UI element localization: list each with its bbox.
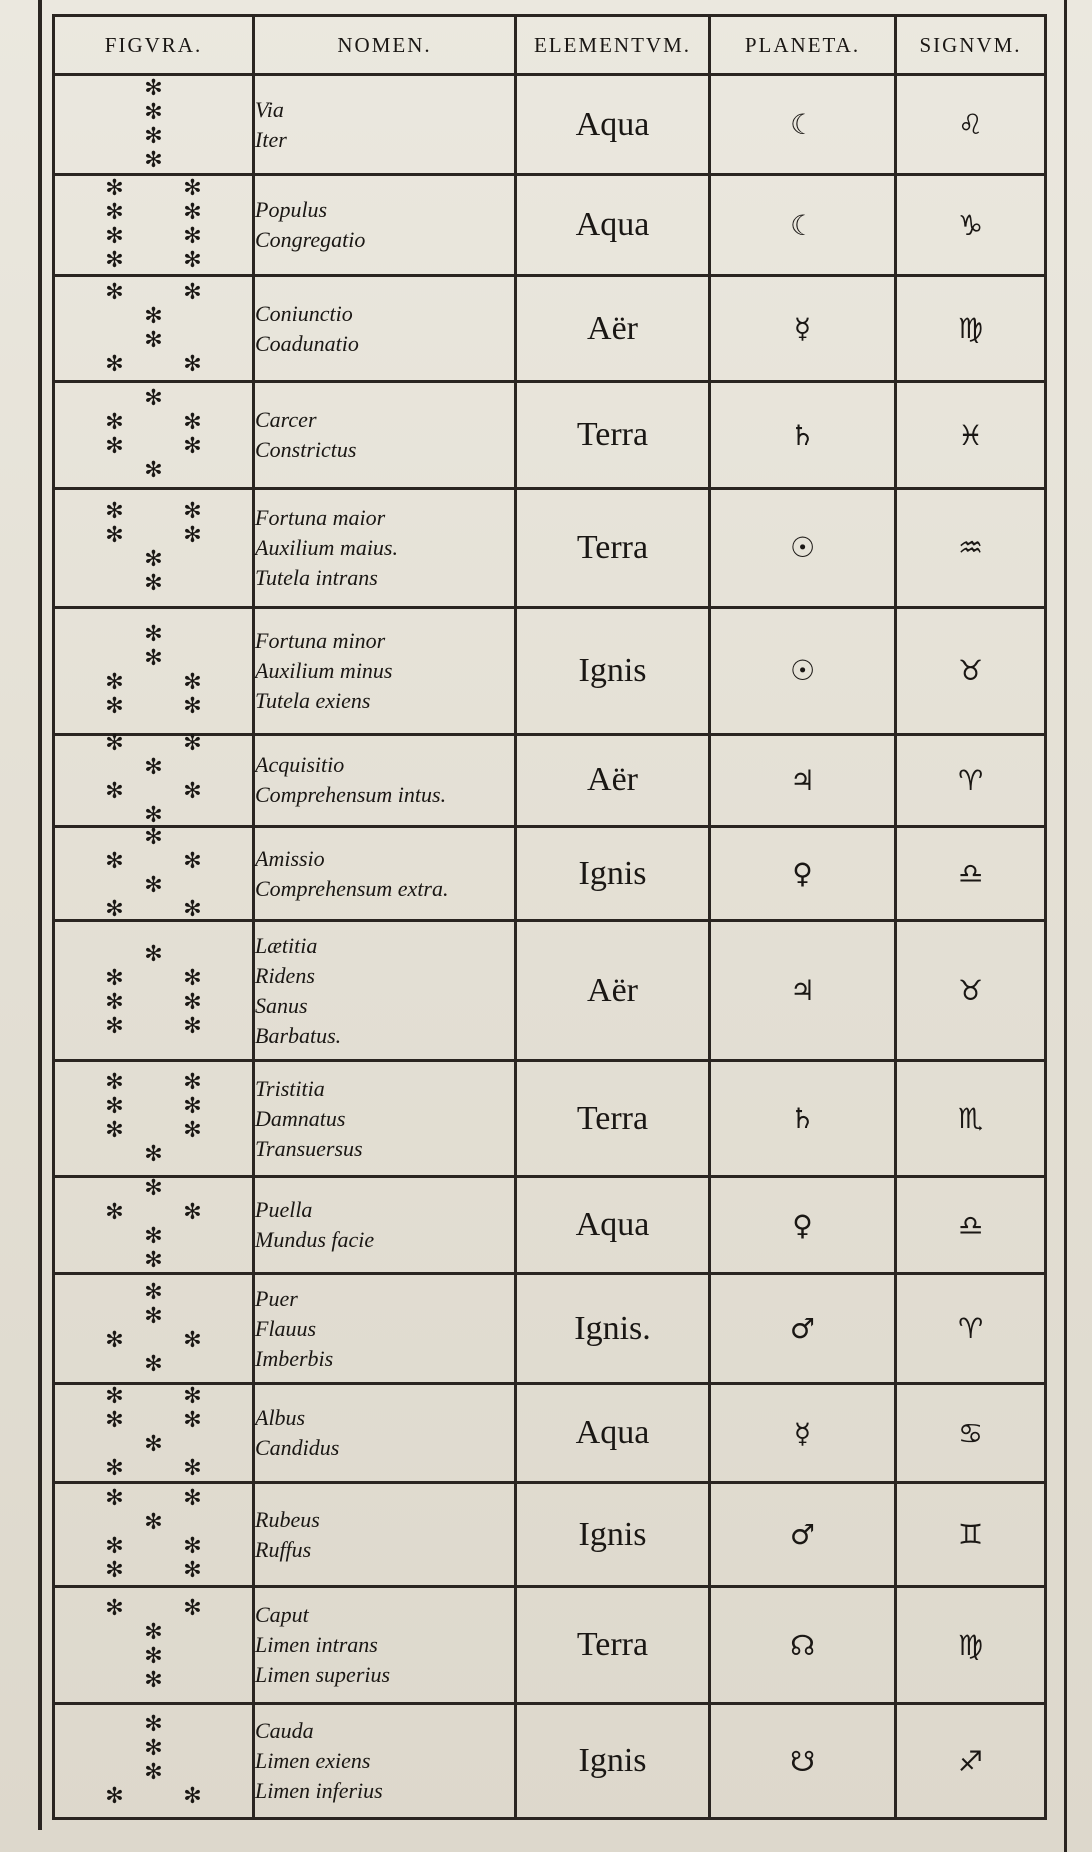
header-nomen: NOMEN. <box>254 16 516 75</box>
elementum-cell: Aër <box>516 921 710 1060</box>
planet-symbol-icon: ♀ <box>710 827 896 921</box>
star-icon: ✻ <box>144 872 163 898</box>
elementum-cell: Aqua <box>516 75 710 175</box>
figure-cell <box>54 175 254 275</box>
left-border-rule <box>38 0 42 1830</box>
zodiac-sign-icon: ♍ <box>896 1587 1046 1704</box>
geomantic-figure <box>99 1176 209 1274</box>
star-icon: ✻ <box>144 824 163 850</box>
zodiac-sign-icon: ♉ <box>896 607 1046 734</box>
star-icon: ✻ <box>183 1456 202 1482</box>
star-icon: ✻ <box>144 1736 163 1762</box>
star-icon: ✻ <box>144 123 163 149</box>
star-icon: ✻ <box>183 989 202 1015</box>
star-icon: ✻ <box>144 803 163 829</box>
star-icon: ✻ <box>144 941 163 967</box>
star-icon: ✻ <box>183 1408 202 1434</box>
nomen-cell <box>254 1177 516 1273</box>
nomen-line: Cauda <box>255 1718 314 1744</box>
nomen-line: Rubeus <box>255 1506 320 1532</box>
star-icon: ✻ <box>105 1327 124 1353</box>
star-icon: ✻ <box>144 645 163 671</box>
nomen-line: Coadunatio <box>255 330 359 356</box>
geomantic-figure <box>99 498 209 596</box>
star-icon: ✻ <box>144 1224 163 1250</box>
elementum-cell: Ignis. <box>516 1273 710 1384</box>
figure-cell <box>54 1384 254 1482</box>
star-icon: ✻ <box>105 522 124 548</box>
star-icon: ✻ <box>105 279 124 305</box>
table-row <box>54 827 1046 921</box>
elementum-cell: Aqua <box>516 1384 710 1482</box>
star-icon: ✻ <box>183 1093 202 1119</box>
nomen-line: Ridens <box>255 962 315 988</box>
nomen-cell <box>254 382 516 489</box>
planet-symbol-icon: ♃ <box>710 734 896 826</box>
star-icon: ✻ <box>144 1509 163 1535</box>
nomen-cell <box>254 488 516 607</box>
zodiac-sign-icon: ♒ <box>896 488 1046 607</box>
star-icon: ✻ <box>183 896 202 922</box>
star-icon: ✻ <box>105 1485 124 1511</box>
elementum-cell: Aër <box>516 275 710 382</box>
star-icon: ✻ <box>183 1013 202 1039</box>
zodiac-sign-icon: ♈ <box>896 1273 1046 1384</box>
elementum-cell: Terra <box>516 382 710 489</box>
nomen-cell <box>254 275 516 382</box>
nomen-line: Tristitia <box>255 1075 325 1101</box>
zodiac-sign-icon: ♐ <box>896 1704 1046 1819</box>
figure-cell <box>54 731 254 829</box>
geomantic-figure <box>99 621 209 719</box>
nomen-line: Candidus <box>255 1435 340 1461</box>
star-icon: ✻ <box>144 570 163 596</box>
geomantic-figure <box>99 731 209 829</box>
star-icon: ✻ <box>183 779 202 805</box>
nomen-line: Limen intrans <box>255 1632 378 1658</box>
star-icon: ✻ <box>183 410 202 436</box>
nomen-line: Puella <box>255 1197 313 1223</box>
figure-cell <box>54 921 254 1060</box>
star-icon: ✻ <box>144 75 163 101</box>
star-icon: ✻ <box>183 279 202 305</box>
star-icon: ✻ <box>105 669 124 695</box>
table-row <box>54 382 1046 489</box>
table-row <box>54 488 1046 607</box>
star-icon: ✻ <box>105 1200 124 1226</box>
star-icon: ✻ <box>144 546 163 572</box>
figure-cell <box>54 607 254 734</box>
star-icon: ✻ <box>105 434 124 460</box>
star-icon: ✻ <box>105 989 124 1015</box>
star-icon: ✻ <box>105 248 124 274</box>
star-icon: ✻ <box>105 1784 124 1810</box>
zodiac-sign-icon: ♊ <box>896 1482 1046 1587</box>
zodiac-sign-icon: ♉ <box>896 921 1046 1060</box>
star-icon: ✻ <box>105 1533 124 1559</box>
nomen-line: Transuersus <box>255 1135 363 1161</box>
star-icon: ✻ <box>183 1117 202 1143</box>
zodiac-sign-icon: ♋ <box>896 1384 1046 1482</box>
table-row <box>54 275 1046 382</box>
geomantic-figure <box>99 1069 209 1167</box>
planet-symbol-icon: ☾ <box>710 175 896 275</box>
elementum-cell: Aqua <box>516 1177 710 1273</box>
nomen-line: Via <box>255 96 284 122</box>
geomantic-figure <box>99 386 209 484</box>
nomen-line: Coniunctio <box>255 300 353 326</box>
star-icon: ✻ <box>105 200 124 226</box>
elementum-cell: Terra <box>516 1587 710 1704</box>
figure-cell <box>54 275 254 382</box>
planet-symbol-icon: ♀ <box>710 1177 896 1273</box>
nomen-cell <box>254 1273 516 1384</box>
star-icon: ✻ <box>144 621 163 647</box>
nomen-line: Lætitia <box>255 932 318 958</box>
table-row <box>54 1482 1046 1587</box>
star-icon: ✻ <box>183 669 202 695</box>
nomen-cell <box>254 607 516 734</box>
elementum-cell: Terra <box>516 1060 710 1177</box>
geomantic-figure <box>99 1279 209 1377</box>
nomen-cell <box>254 1704 516 1819</box>
table-row <box>54 75 1046 175</box>
nomen-line: Comprehensum intus. <box>255 782 447 808</box>
nomen-line: Imberbis <box>255 1345 334 1371</box>
geomantic-figure <box>99 1485 209 1583</box>
star-icon: ✻ <box>144 1176 163 1202</box>
star-icon: ✻ <box>183 965 202 991</box>
star-icon: ✻ <box>183 498 202 524</box>
geomantic-figures-table <box>52 14 1047 1820</box>
geomantic-figure <box>99 75 209 173</box>
star-icon: ✻ <box>144 1668 163 1694</box>
table-row <box>54 734 1046 826</box>
star-icon: ✻ <box>105 1384 124 1410</box>
star-icon: ✻ <box>144 327 163 353</box>
zodiac-sign-icon: ♈ <box>896 734 1046 826</box>
star-icon: ✻ <box>183 1596 202 1622</box>
star-icon: ✻ <box>183 1557 202 1583</box>
nomen-line: Tutela intrans <box>255 564 378 590</box>
planet-symbol-icon: ☉ <box>710 488 896 607</box>
figure-cell <box>54 382 254 489</box>
nomen-line: Amissio <box>255 845 325 871</box>
star-icon: ✻ <box>144 458 163 484</box>
nomen-line: Fortuna maior <box>255 504 386 530</box>
star-icon: ✻ <box>105 176 124 202</box>
nomen-line: Acquisitio <box>255 752 345 778</box>
star-icon: ✻ <box>144 1248 163 1274</box>
star-icon: ✻ <box>183 248 202 274</box>
star-icon: ✻ <box>105 1557 124 1583</box>
star-icon: ✻ <box>183 200 202 226</box>
table-row <box>54 921 1046 1060</box>
nomen-line: Limen exiens <box>255 1748 371 1774</box>
star-icon: ✻ <box>105 1013 124 1039</box>
header-row <box>54 16 1046 75</box>
star-icon: ✻ <box>105 1117 124 1143</box>
nomen-cell <box>254 1587 516 1704</box>
star-icon: ✻ <box>144 1141 163 1167</box>
nomen-line: Limen inferius <box>255 1778 383 1804</box>
nomen-line: Carcer <box>255 407 317 433</box>
table-row <box>54 1384 1046 1482</box>
table-row <box>54 1587 1046 1704</box>
elementum-cell: Ignis <box>516 827 710 921</box>
zodiac-sign-icon: ♌ <box>896 75 1046 175</box>
planet-symbol-icon: ♂ <box>710 1273 896 1384</box>
star-icon: ✻ <box>105 731 124 757</box>
zodiac-sign-icon: ♎ <box>896 1177 1046 1273</box>
elementum-cell: Ignis <box>516 1482 710 1587</box>
planet-symbol-icon: ♃ <box>710 921 896 1060</box>
nomen-line: Limen superius <box>255 1662 391 1688</box>
nomen-line: Comprehensum extra. <box>255 875 449 901</box>
geomantic-figure <box>99 824 209 922</box>
table-row <box>54 1273 1046 1384</box>
table-row <box>54 1060 1046 1177</box>
geomantic-figure <box>99 1596 209 1694</box>
star-icon: ✻ <box>144 99 163 125</box>
star-icon: ✻ <box>105 1069 124 1095</box>
figure-cell <box>54 1482 254 1587</box>
figure-cell <box>54 1177 254 1273</box>
nomen-line: Mundus facie <box>255 1227 375 1253</box>
nomen-cell <box>254 1060 516 1177</box>
geomantic-figure <box>99 1384 209 1482</box>
elementum-cell: Ignis <box>516 607 710 734</box>
star-icon: ✻ <box>144 147 163 173</box>
table-row <box>54 175 1046 275</box>
star-icon: ✻ <box>105 965 124 991</box>
elementum-cell: Ignis <box>516 1704 710 1819</box>
star-icon: ✻ <box>105 410 124 436</box>
zodiac-sign-icon: ♑ <box>896 175 1046 275</box>
star-icon: ✻ <box>105 896 124 922</box>
geomantic-figure <box>99 279 209 377</box>
star-icon: ✻ <box>144 1644 163 1670</box>
zodiac-sign-icon: ♏ <box>896 1060 1046 1177</box>
star-icon: ✻ <box>144 1279 163 1305</box>
star-icon: ✻ <box>183 224 202 250</box>
star-icon: ✻ <box>144 1760 163 1786</box>
nomen-line: Barbatus. <box>255 1022 342 1048</box>
nomen-cell <box>254 734 516 826</box>
nomen-line: Auxilium maius. <box>255 534 398 560</box>
star-icon: ✻ <box>144 303 163 329</box>
elementum-cell: Aër <box>516 734 710 826</box>
nomen-line: Auxilium minus <box>255 657 393 683</box>
planet-symbol-icon: ☾ <box>710 75 896 175</box>
figure-cell <box>54 488 254 607</box>
star-icon: ✻ <box>183 1533 202 1559</box>
star-icon: ✻ <box>144 755 163 781</box>
star-icon: ✻ <box>183 176 202 202</box>
nomen-cell <box>254 1384 516 1482</box>
nomen-line: Constrictus <box>255 437 357 463</box>
planet-symbol-icon: ☿ <box>710 275 896 382</box>
nomen-cell <box>254 1482 516 1587</box>
star-icon: ✻ <box>105 1408 124 1434</box>
figure-cell <box>54 824 254 922</box>
star-icon: ✻ <box>105 224 124 250</box>
star-icon: ✻ <box>144 1712 163 1738</box>
nomen-line: Damnatus <box>255 1105 346 1131</box>
planet-symbol-icon: ☋ <box>710 1704 896 1819</box>
planet-symbol-icon: ☿ <box>710 1384 896 1482</box>
nomen-cell <box>254 827 516 921</box>
star-icon: ✻ <box>144 1303 163 1329</box>
right-border-rule <box>1064 0 1067 1852</box>
star-icon: ✻ <box>144 1620 163 1646</box>
elementum-cell: Terra <box>516 488 710 607</box>
header-signum: SIGNVM. <box>896 16 1046 75</box>
star-icon: ✻ <box>105 498 124 524</box>
figure-cell <box>54 1060 254 1177</box>
nomen-line: Congregatio <box>255 227 366 253</box>
zodiac-sign-icon: ♎ <box>896 827 1046 921</box>
nomen-cell <box>254 921 516 1060</box>
star-icon: ✻ <box>105 1456 124 1482</box>
star-icon: ✻ <box>183 1069 202 1095</box>
star-icon: ✻ <box>183 848 202 874</box>
table-row <box>54 607 1046 734</box>
geomantic-figure <box>104 176 204 274</box>
figure-cell <box>54 1587 254 1704</box>
table-row <box>54 1177 1046 1273</box>
zodiac-sign-icon: ♍ <box>896 275 1046 382</box>
star-icon: ✻ <box>105 1093 124 1119</box>
star-icon: ✻ <box>183 693 202 719</box>
nomen-line: Populus <box>255 197 328 223</box>
nomen-cell <box>254 75 516 175</box>
figure-cell <box>54 1273 254 1384</box>
nomen-line: Flauus <box>255 1315 317 1341</box>
planet-symbol-icon: ☊ <box>710 1587 896 1704</box>
star-icon: ✻ <box>144 386 163 412</box>
header-planeta: PLANETA. <box>710 16 896 75</box>
planet-symbol-icon: ☉ <box>710 607 896 734</box>
star-icon: ✻ <box>144 1351 163 1377</box>
star-icon: ✻ <box>105 1596 124 1622</box>
geomantic-figure <box>99 1712 209 1810</box>
header-elementum: ELEMENTVM. <box>516 16 710 75</box>
nomen-line: Caput <box>255 1602 309 1628</box>
star-icon: ✻ <box>183 1200 202 1226</box>
planet-symbol-icon: ♄ <box>710 382 896 489</box>
nomen-line: Ruffus <box>255 1536 312 1562</box>
table-row <box>54 1704 1046 1819</box>
star-icon: ✻ <box>183 522 202 548</box>
star-icon: ✻ <box>183 1784 202 1810</box>
star-icon: ✻ <box>183 351 202 377</box>
star-icon: ✻ <box>183 1384 202 1410</box>
nomen-line: Iter <box>255 126 287 152</box>
nomen-line: Albus <box>255 1405 306 1431</box>
planet-symbol-icon: ♄ <box>710 1060 896 1177</box>
zodiac-sign-icon: ♓ <box>896 382 1046 489</box>
star-icon: ✻ <box>105 779 124 805</box>
nomen-line: Sanus <box>255 992 308 1018</box>
star-icon: ✻ <box>105 848 124 874</box>
star-icon: ✻ <box>183 1327 202 1353</box>
star-icon: ✻ <box>183 1485 202 1511</box>
star-icon: ✻ <box>144 1432 163 1458</box>
elementum-cell: Aqua <box>516 175 710 275</box>
figure-cell <box>54 75 254 175</box>
star-icon: ✻ <box>183 434 202 460</box>
star-icon: ✻ <box>183 731 202 757</box>
nomen-line: Puer <box>255 1285 298 1311</box>
header-figura: FIGVRA. <box>54 16 254 75</box>
nomen-line: Fortuna minor <box>255 627 386 653</box>
planet-symbol-icon: ♂ <box>710 1482 896 1587</box>
star-icon: ✻ <box>105 351 124 377</box>
geomantic-figure <box>99 941 209 1039</box>
nomen-cell <box>254 175 516 275</box>
figure-cell <box>54 1704 254 1819</box>
star-icon: ✻ <box>105 693 124 719</box>
nomen-line: Tutela exiens <box>255 687 371 713</box>
